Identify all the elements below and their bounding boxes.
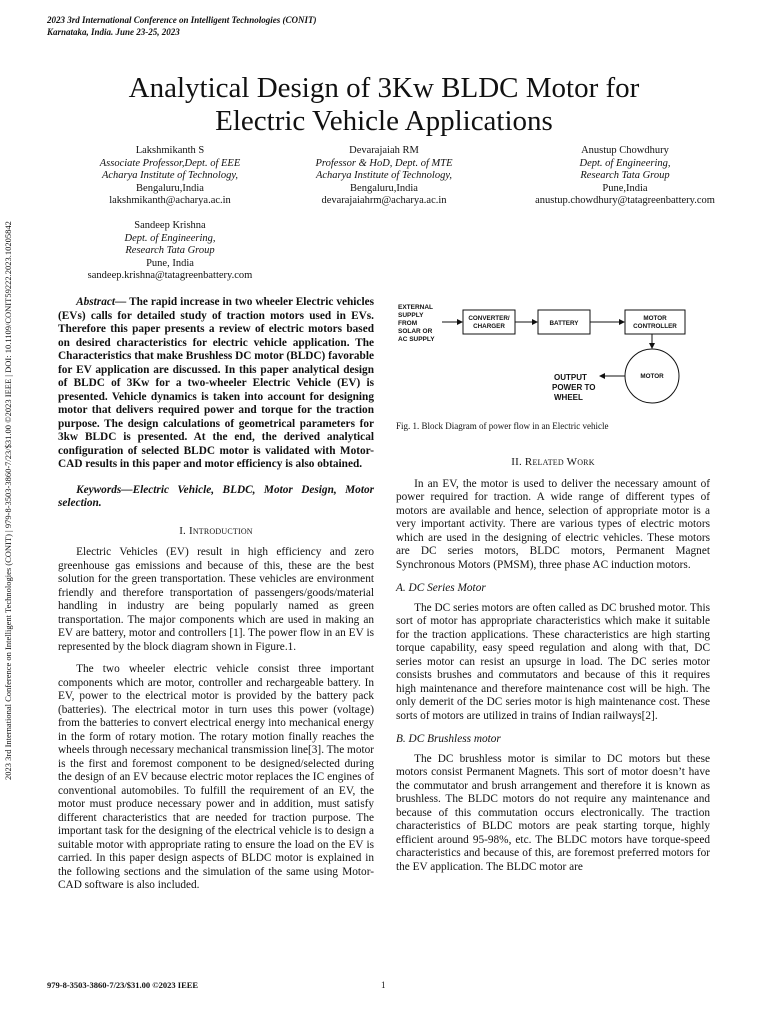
conference-line-1: 2023 3rd International Conference on Intelligent Technologies (CONIT) [47,15,317,25]
converter-block [463,310,515,334]
keywords-label: Keywords— [76,483,133,496]
author-role: Associate Professor,Dept. of EEE [99,157,241,169]
motor-controller-block [625,310,685,334]
output-label-3: WHEEL [554,393,583,402]
right-column [396,456,710,874]
supply-line-4: SOLAR OR [398,328,433,335]
intro-paragraph-2: The two wheeler electric vehicle consist three important components which are motor, controller and rechargeable battery. In EV, power to the electrical motor is provided by the battery pack (batteries). The electrical motor in turn uses this power (voltage) from the batteries to convert electrical energy into mechanical energy in the form of rotary motion. The rotary motion finally reaches the wheels through necessary mechanical transmission line[3]. The motor is the first and foremost component to be designed/selected during the design of an EV because electric motor replaces the IC engines of conventional automobiles. To fulfill the requirement of an EV, the motor must produce necessary power and in addition, must satisfy different characteristics that are needed for traction purpose. The important task for the designing of the electrical vehicle is to design a suitable motor with appropriate rating to ensure the load on the EV is carried. In this paper design aspects of BLDC motor is explained in the following sections and the simulation of the same using Motor-CAD software is also included. [58,663,375,891]
author-block-2 [250,145,518,208]
author-name: Lakshmikanth S [135,145,205,156]
output-label-1: OUTPUT [554,373,587,382]
figure-1-block-diagram [392,296,722,416]
author-email: sandeep.krishna@tatagreenbattery.com [87,270,253,281]
supply-line-1: EXTERNAL [398,304,434,311]
converter-label-1: CONVERTER/ [468,315,510,322]
left-column [58,296,374,893]
converter-label-2: CHARGER [473,323,505,330]
controller-label-2: CONTROLLER [633,323,677,330]
dc-brushless-paragraph: The DC brushless motor is similar to DC motors but these motors consist Permanent Magnets. This sort of motor doesn’t have the commutator and brush arrangement and therefore it is known as brushless. The BLDC motors do not require any maintenance and because of this commutation occurs electronically. The traction characteristics of BLDC motors are peak starting torque, highly efficient around 95-98%, etc. The BLDC motors have torque-speed characteristics and because of this, are foremost preferred motors for the EV application. The BLDC motor are [396,752,710,873]
abstract-text: The rapid increase in two wheeler Electric vehicles (EVs) calls for detailed study of traction motors used in EVs. Therefore this paper presents a review of electric motors based on desired characteristics for electric vehicle application. The Characteristics that make Brushless DC motor (BLDC) favorable for EV application are discussed. In this paper analytical design of BLDC of 3Kw for a two-wheeler Electric Vehicle (EV) is presented. Vehicle dynamics is taken into account for designing motor that delivers required power and torque for the traction purpose. The design calculations of geometrical parameters for 3kw BLDC is presented. At the end, the derived analytical configuration of selected BLDC motor is validated with Motor-CAD results in this paper and motor efficiency is also obtained. [58,296,374,470]
author-block-3 [490,145,760,208]
keywords-text: Electric Vehicle, BLDC, Motor Design, Motor selection. [58,483,374,509]
author-name: Sandeep Krishna [134,220,206,231]
supply-line-5: AC SUPPLY [398,336,435,343]
paper-title [60,72,708,138]
author-email: lakshmikanth@acharya.ac.in [109,195,231,206]
conference-header [47,14,316,38]
author-org: Acharya Institute of Technology, [315,170,453,181]
author-block-4 [40,220,300,283]
figure-1-caption: Fig. 1. Block Diagram of power flow in an Electric vehicle [396,421,609,431]
author-name: Anustup Chowdhury [581,145,669,156]
supply-line-2: SUPPLY [398,312,424,319]
page-number: 1 [381,980,386,990]
author-location: Pune,India [602,182,648,194]
author-location: Bengaluru,India [350,182,418,194]
author-org: Research Tata Group [580,170,670,181]
author-role: Professor & HoD, Dept. of MTE [315,157,453,169]
intro-paragraph-1: Electric Vehicles (EV) result in high efficiency and zero greenhouse gas emissions and because of this, these are the best solution for the green transportation. These vehicles are environment friendly and therefore transportation of passengers/goods/material handling in industry are being popularly named as green transportation. The major components which are used in making an EV are battery, motor and controllers [1]. The power flow in an EV is represented by the block diagram shown in Figure.1. [58,546,374,653]
supply-line-3: FROM [398,320,418,327]
title-line-1: Analytical Design of 3Kw BLDC Motor for [128,72,640,104]
author-location: Bengaluru,India [136,182,204,194]
author-role: Dept. of Engineering, [579,157,671,169]
controller-label-1: MOTOR [643,315,667,322]
author-name: Devarajaiah RM [349,145,419,156]
output-label-2: POWER TO [552,383,596,392]
subsection-heading-dc-brushless: B. DC Brushless motor [396,733,501,745]
author-email: devarajaiahrm@acharya.ac.in [321,195,447,206]
keywords [58,484,374,511]
doi-sidebar: 2023 3rd International Conference on Intelligent Technologies (CONIT) | 979-8-3503-3860-7/23/$31.00 ©2023 IEEE | DOI: 10.1109/CONIT59222.2023.10205842 [3,221,13,780]
author-location: Pune, India [146,257,194,269]
related-paragraph-1: In an EV, the motor is used to deliver the necessary amount of power required for traction. A wide range of different types of motors are available and hence, selection of appropriate motor is a very important activity. There are various types of electric motors which are used in the designing of electric vehicles. These motors are DC series motors, BLDC motors, Permanent Magnet Synchronous Motors (PMSM), three phase AC induction motors. [396,477,710,571]
conference-line-2: Karnataka, India. June 23-25, 2023 [47,27,180,37]
abstract [58,296,374,472]
abstract-label: Abstract— [76,296,127,308]
motor-label: MOTOR [640,373,664,380]
dc-series-paragraph: The DC series motors are often called as DC brushed motor. This sort of motor has appropriate characteristics which make it suitable for the traction applications. These characteristics are high starting torque capability, easy speed regulation and along with that, DC series motor can resist an upsurge in load. The DC series motor consists brushes and commutators and because of this it requires high maintenance and therefore maintenance cost will be high. The only demerit of the DC series motor is high maintenance cost. These sorts of motors are utilized in trains of Indian railways[2]. [396,601,710,722]
title-line-2: Electric Vehicle Applications [215,105,553,137]
section-heading-related-work: II. Related Work [511,456,595,468]
author-org: Acharya Institute of Technology, [101,170,239,181]
section-heading-introduction: I. Introduction [179,524,253,537]
author-role: Dept. of Engineering, [124,232,216,244]
author-email: anustup.chowdhury@tatagreenbattery.com [535,195,715,206]
author-org: Research Tata Group [125,245,215,256]
subsection-heading-dc-series: A. DC Series Motor [396,582,486,594]
battery-label: BATTERY [549,320,579,327]
footer-copyright: 979-8-3503-3860-7/23/$31.00 ©2023 IEEE [47,980,199,990]
